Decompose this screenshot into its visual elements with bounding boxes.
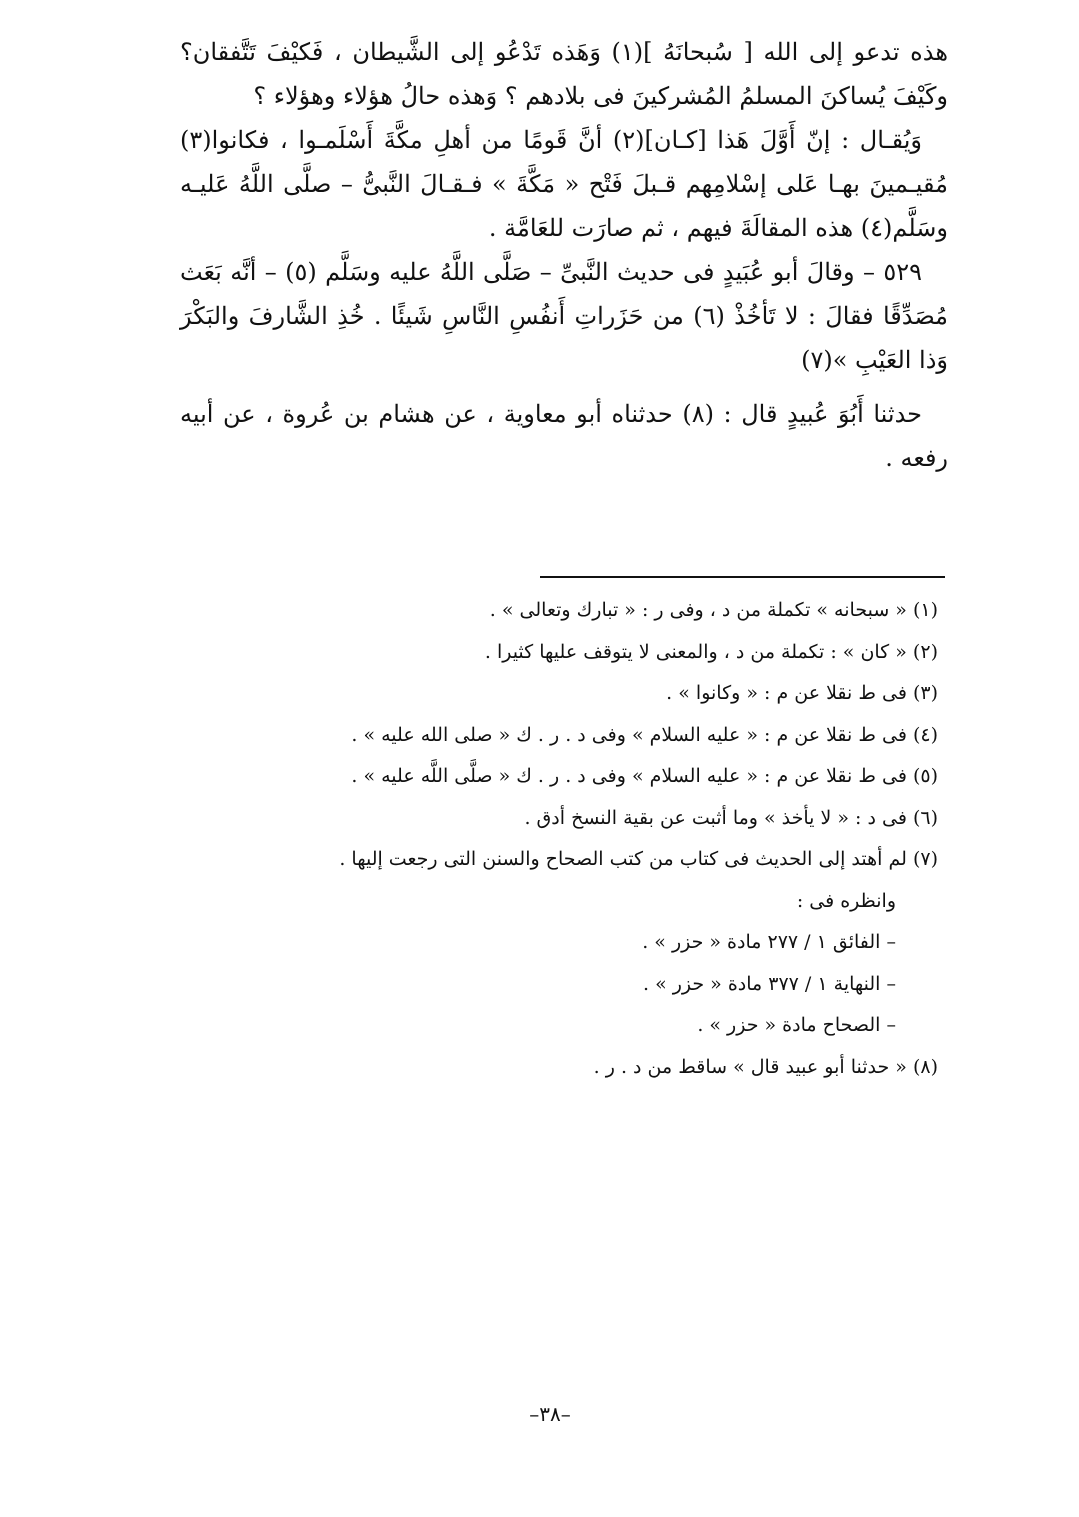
- footnote-1: (١) « سبحانه » تكملة من د ، وفى ر : « تبارك وتعالى » .: [489, 599, 938, 621]
- footnote-6: (٦) فى د : « لا يأخذ » وما أثبت عن بقية النسخ أدق .: [524, 806, 938, 829]
- paragraph-2: وَيُقـال : إنّ أَوَّلَ هَذا [كـان](٢) أنَّ قَومًا من أهلِ مكَّةَ أَسْلَمـوا ، فكانوا(٣) مُقيـمينَ بهـا عَلى إسْلامِهم قـبلَ فَتْح « مَكَّةَ » فـقـالَ النَّبىُّ – صلَّى اللَّهُ عَليـه وسَلَّم(٤) هذه المقالَةَ فيهم ، ثم صارَت للعَامَّة .: [180, 126, 948, 242]
- footnote-5: (٥) فى ط نقلا عن م : « عليه السلام » وفى د . ر . ك « صلَّى اللَّه عليه » .: [351, 765, 938, 787]
- footnotes: [200, 590, 938, 1088]
- footnote-3: (٣) فى ط نقلا عن م : « وكانوا » .: [666, 682, 938, 704]
- footnote-2: (٢) « كان » : تكملة من د ، والمعنى لا يتوقف عليها كثيرا .: [484, 640, 938, 663]
- footnote-7: (٧) لم أهتد إلى الحديث فى كتاب من كتب الصحاح والسنن التى رجعت إليها .: [339, 848, 938, 870]
- paragraph-hadith-529: ٥٢٩ – وقالَ أبو عُبَيدٍ فى حديث النَّبىِّ – صَلَّى اللَّهُ عليه وسَلَّم (٥) – أنَّه بَعَث مُصَدِّقًا فقالَ : لا تَأخُذْ (٦) من حَزَراتِ أَنفُسِ النَّاسِ شَيئًا . خُذِ الشَّارفَ والبَكْرَ وَذا العَيْبِ »(٧): [180, 258, 948, 374]
- paragraph-1: هذه تدعو إلى الله [ سُبحانَهُ ](١) وَهَذه تَدْعُو إلى الشَّيطان ، فَكيْفَ تَتَّفقان؟ وكَيْفَ يُساكنَ المسلمُ المُشركينَ فى بلادهم ؟ وَهذه حالُ هؤلاء وهؤلاء ؟: [180, 38, 949, 110]
- footnote-7-ref-sihah: – الصحاح مادة « حزر » .: [697, 1014, 896, 1036]
- main-text: [180, 30, 948, 480]
- footnote-8: (٨) « حدثنا أبو عبيد قال » ساقط من د . ر .: [593, 1055, 938, 1078]
- footnote-divider: [540, 576, 945, 578]
- footnote-4: (٤) فى ط نقلا عن م : « عليه السلام » وفى د . ر . ك « صلى الله عليه » .: [351, 723, 938, 746]
- footnote-7-ref-nihaya: – النهاية ١ / ٣٧٧ مادة « حزر » .: [642, 972, 896, 995]
- footnote-7-see-also: وانظره فى :: [796, 889, 896, 912]
- page-number: –٣٨–: [529, 1402, 571, 1426]
- paragraph-isnad: حدثنا أَبُوَ عُبيدٍ قال : (٨) حدثناه أبو معاوية ، عن هشام بن عُروة ، عن أبيه رفعه .: [180, 400, 948, 472]
- footnote-7-ref-faiq: – الفائق ١ / ٢٧٧ مادة « حزر » .: [642, 931, 896, 953]
